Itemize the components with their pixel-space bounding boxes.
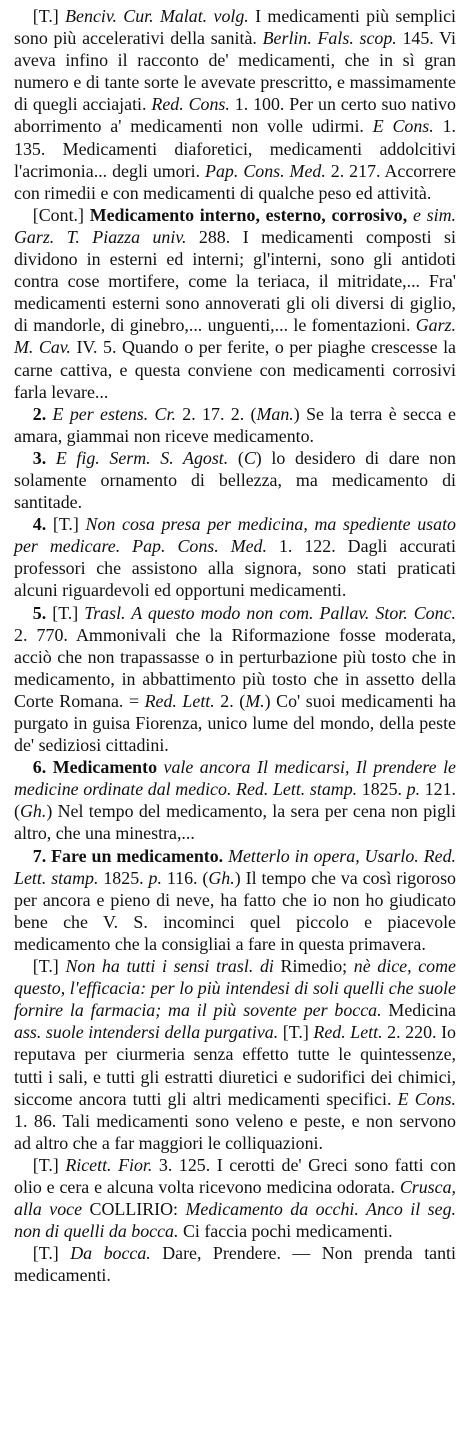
body-text: [T.] bbox=[32, 6, 66, 26]
citation-text: Berlin. Fals. scop. bbox=[262, 28, 397, 49]
body-text: 288. I medicamenti composti si dividono in esterni ed interni; gl'interni, sono gli antidoti contra cose mortifere, come la teriaca, il mitridate,... Fra' medicamenti esterni sono annoverati gli oli diversi di giglio, di mandorle, di ginebro,... unguenti,... le fomentazioni. bbox=[14, 226, 456, 336]
body-text: IV. 5. Quando o per ferite, o per piaghe crescesse la carne cattiva, e questa conviene con medicamenti corrosivi farla levare... bbox=[14, 337, 456, 402]
entry-paragraph bbox=[14, 756, 456, 844]
citation-text: E Cons. bbox=[397, 1088, 456, 1109]
entry-paragraph bbox=[14, 513, 456, 601]
body-text: ) Co' suoi medicamenti ha purgato in guisa Fiorenza, unico lume del mondo, della peste de' sediziosi cittadini. bbox=[14, 690, 456, 756]
entry-paragraph bbox=[14, 1154, 456, 1242]
sense-heading: 4. bbox=[32, 514, 53, 535]
sense-heading: 7. Fare un medicamento. bbox=[32, 845, 224, 866]
body-text: ( bbox=[228, 447, 244, 468]
body-text: Dare, Prendere. — Non prenda tanti medicamenti. bbox=[14, 1243, 456, 1286]
citation-text: Red. Cons. bbox=[151, 94, 230, 115]
body-text: 1. 100. Per un certo suo nativo aborrimento a' medicamenti non volle udirmi. bbox=[14, 94, 456, 137]
citation-text: E fig. Serm. S. Agost. bbox=[55, 447, 229, 468]
body-text: 1. 135. Medicamenti diaforetici, medicamenti addolcitivi l'acrimonia... degli umori. bbox=[14, 116, 456, 181]
body-text: 2. 770. Ammonivali che la Riformazione fosse moderata, acciò che non trapassasse o in perturbazione più tosto che in medicamento, in abbattimento più tosto che in assetto della Corte Romana. = bbox=[14, 624, 456, 711]
citation-text: E Cons. bbox=[372, 116, 434, 137]
body-text: [T.] bbox=[278, 1022, 314, 1043]
body-text: [T.] bbox=[32, 1154, 66, 1175]
entry-paragraph bbox=[14, 1242, 456, 1286]
citation-text: E per estens. Cr. bbox=[52, 403, 176, 424]
body-text: [T.] bbox=[52, 602, 85, 623]
body-text: Rimedio; bbox=[273, 956, 354, 977]
body-text: [T.] bbox=[52, 514, 86, 535]
entry-paragraph bbox=[14, 403, 456, 447]
entry-paragraph bbox=[14, 955, 456, 1154]
citation-text: e sim. Garz. T. Piazza univ. bbox=[14, 204, 456, 247]
body-text: 145. Vi aveva infino il racconto de' medicamenti, che in sì gran numero e di tante sorte le avevate prescritto, e massimamente di quegli acciajati. bbox=[14, 28, 456, 115]
body-text: [T.] bbox=[32, 956, 66, 977]
body-text: 121. ( bbox=[14, 779, 456, 822]
citation-text: Garz. M. Cav. bbox=[14, 315, 456, 358]
citation-text: Metterlo in opera, Usarlo. Red. Lett. stamp. bbox=[14, 845, 456, 888]
entry-paragraph bbox=[14, 204, 456, 403]
body-text: Ci faccia pochi medicamenti. bbox=[178, 1221, 393, 1242]
body-text: 3. 125. I cerotti de' Greci sono fatti con olio e cera e alcuna volta ricevono medicina odorata. bbox=[14, 1154, 456, 1197]
sense-heading: 3. bbox=[32, 447, 56, 468]
citation-text: p. bbox=[406, 779, 421, 800]
entry-paragraph bbox=[14, 845, 456, 955]
entry-paragraph bbox=[14, 602, 456, 757]
body-text: 2. ( bbox=[214, 690, 246, 711]
body-text: ) Nel tempo del medicamento, la sera per cena non pigli altro, che una minestra,... bbox=[14, 801, 456, 844]
body-text: 2. 220. Io reputava per ciurmeria senza effetto tutte le quintessenze, tutti i sali, e tutti gli estratti diuretici e sudorifici dei chimici, siccome ancora tutti gli altri medicamenti specifici. bbox=[14, 1022, 456, 1109]
entry-paragraph bbox=[14, 5, 456, 204]
sense-heading: 6. Medicamento bbox=[32, 757, 158, 778]
citation-text: Ricett. Fior. bbox=[65, 1154, 153, 1175]
citation-text: nè dice, come questo, l'efficacia: per lo più intendesi di soli quelli che suole fornire la farmacia; ma il più sovente per bocca. bbox=[14, 956, 456, 1021]
body-text: ) Se la terra è secca e amara, giammai non riceve medicamento. bbox=[14, 403, 456, 446]
body-text: 2. 17. 2. ( bbox=[175, 403, 257, 424]
body-text: ) lo desidero di dare non solamente ornamento di bellezza, ma medicamento di santitade. bbox=[14, 447, 457, 513]
citation-text: Red. Lett. bbox=[313, 1022, 383, 1043]
body-text: 1. 86. Tali medicamenti sono veleno e peste, e non servono ad altro che a far maggiori le colliquazioni. bbox=[14, 1110, 456, 1153]
citation-text: C bbox=[243, 447, 256, 468]
body-text: [Cont.] bbox=[32, 204, 90, 225]
citation-text: Crusca, alla voce bbox=[14, 1176, 456, 1220]
sense-heading: Medicamento interno, esterno, corrosivo, bbox=[89, 204, 408, 225]
citation-text: Gh. bbox=[208, 867, 235, 888]
body-text: 1825. bbox=[98, 867, 149, 888]
dictionary-entry-medicamento bbox=[14, 5, 456, 1286]
body-text: ) Il tempo che va così rigoroso per ancora e pieno di neve, ha fatto che io non ho giudicato bene che V. S. incominci quel piccolo e piacevole medicamento che la consigliai a fare in questa primavera. bbox=[14, 867, 456, 954]
body-text: I medicamenti più semplici sono più accelerativi della sanità. bbox=[14, 6, 456, 49]
citation-text: Pap. Cons. Med. bbox=[205, 160, 326, 181]
citation-text: Benciv. Cur. Malat. volg. bbox=[65, 6, 249, 26]
citation-text: ass. suole intendersi della purgativa. bbox=[14, 1022, 279, 1043]
citation-text: vale ancora Il medicarsi, Il prendere le medicine ordinate dal medico. Red. Lett. stamp. bbox=[14, 757, 456, 800]
citation-text: p. bbox=[148, 867, 162, 888]
body-text: 1825. bbox=[357, 779, 407, 800]
citation-text: Gh. bbox=[19, 801, 47, 822]
entry-paragraph bbox=[14, 447, 456, 513]
body-text: 2. 217. Accorrere con rimedii e con medicamenti di qualche peso ed attività. bbox=[14, 160, 456, 203]
citation-text: Non ha tutti i sensi trasl. di bbox=[65, 956, 274, 977]
citation-text: Red. Lett. bbox=[144, 690, 215, 711]
citation-text: Medicamento da occhi. Anco il seg. non di quelli da bocca. bbox=[14, 1199, 456, 1242]
citation-text: Trasl. A questo modo non com. Pallav. Stor. Conc. bbox=[84, 602, 456, 623]
sense-heading: 2. bbox=[32, 403, 53, 424]
body-text: COLLIRIO: bbox=[82, 1199, 186, 1220]
body-text: [T.] bbox=[32, 1243, 71, 1264]
citation-text: Da bocca. bbox=[70, 1243, 151, 1264]
citation-text: Man. bbox=[256, 403, 294, 424]
citation-text: M. bbox=[245, 690, 265, 711]
body-text: 1. 122. Dagli accurati professori che assistono alla signora, sono stati praticati alcuni riguardevoli ed opportuni medicamenti. bbox=[14, 536, 456, 601]
body-text: Medicina bbox=[381, 1000, 456, 1021]
body-text: 116. ( bbox=[161, 867, 209, 888]
citation-text: Non cosa presa per medicina, ma spediente usato per medicare. Pap. Cons. Med. bbox=[14, 514, 456, 557]
sense-heading: 5. bbox=[32, 602, 53, 623]
